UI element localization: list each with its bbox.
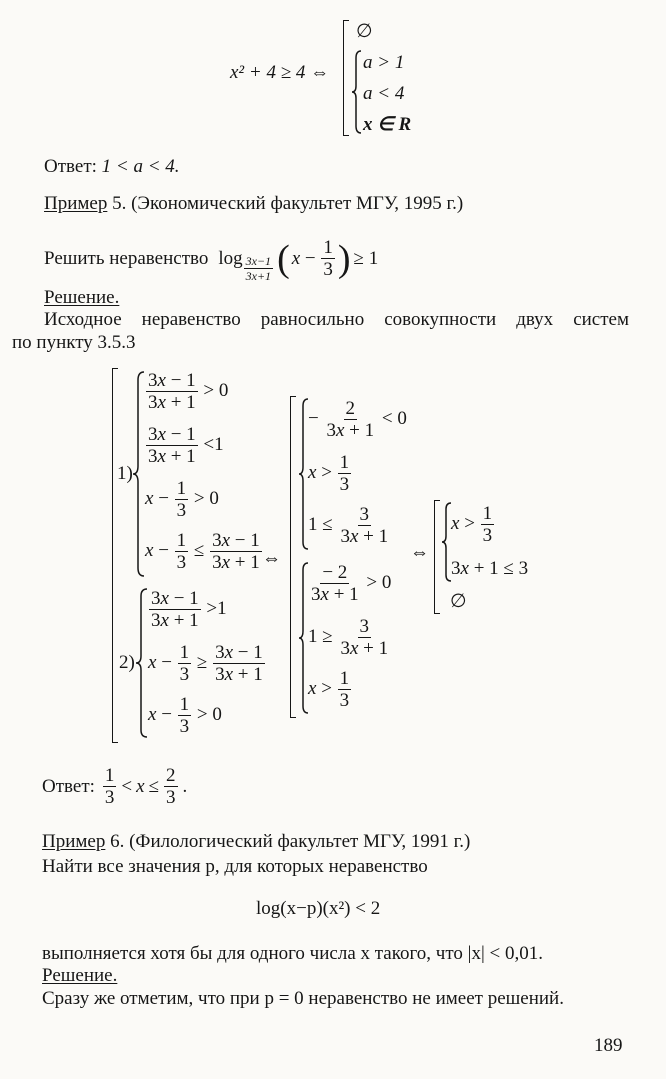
- s1-row-4: x − $\frac{1}{3}$ ≤ $\frac{3x - 1}{3x + 1}$: [145, 530, 260, 573]
- top-system-bracket: [343, 20, 349, 136]
- example-6-title-rest: 6. (Филологический факультет МГУ, 1991 г.): [105, 831, 471, 852]
- s2-row-3: x − $\frac{1}{3}$ > 0: [148, 694, 222, 737]
- s1-row-1: $\frac{3x - 1}{3x + 1}$ > 0: [148, 370, 229, 413]
- answer-1: [44, 156, 180, 178]
- top-system-brace: [352, 50, 362, 134]
- example-5-title-rest: 5. (Экономический факультет МГУ, 1995 г.): [107, 193, 464, 214]
- example-6-title-link: Пример: [42, 831, 106, 852]
- s2-row-2: x − $\frac{1}{3}$ ≥ $\frac{3x - 1}{3x + 1}$: [148, 642, 263, 685]
- example-5-title-link: Пример: [44, 193, 108, 214]
- answer-label: Ответ:: [44, 156, 97, 177]
- example-6-solution-label: Решение.: [42, 965, 118, 986]
- top-system-row-1: a > 1: [363, 52, 405, 73]
- example-5-solution-label: Решение.: [44, 287, 120, 308]
- r-row-empty: ∅: [450, 591, 467, 612]
- example-6-condition: выполняется хотя бы для одного числа x такого, что |x| < 0,01.: [42, 943, 543, 964]
- example-5-title: [44, 193, 463, 215]
- s1-row-2: $\frac{3x - 1}{3x + 1}$ <1: [148, 424, 224, 467]
- example-6-task-text: Найти все значения p, для которых неравенство: [42, 856, 428, 877]
- s1-row-3: x − $\frac{1}{3}$ > 0: [145, 478, 219, 521]
- m2-row-3: x > $\frac{1}{3}$: [308, 668, 350, 711]
- s2-row-1: $\frac{3x - 1}{3x + 1}$ >1: [151, 588, 227, 631]
- example-6-solution-text: Сразу же отметим, что при p = 0 неравенство не имеет решений.: [42, 988, 564, 1009]
- r-row-2: 3x + 1 ≤ 3: [451, 558, 529, 579]
- m1-row-1: − $\frac{2}{3x + 1}$ < 0: [308, 398, 407, 441]
- answer-2-tail: .: [182, 775, 188, 797]
- answer-2: Ответ: $\frac{1}{3}$ < x ≤ $\frac{2}{3}$ .: [42, 765, 188, 808]
- m2-row-2: 1 ≥ $\frac{3}{3x + 1}$: [308, 616, 389, 659]
- example-6-title: [42, 831, 470, 853]
- top-system-lhs: x² + 4 ≥ 4 ⇔: [230, 62, 330, 83]
- page-number: 189: [594, 1035, 623, 1056]
- m2-row-1: $\frac{- 2}{3x + 1}$ > 0: [311, 562, 392, 605]
- r-row-1: x > $\frac{1}{3}$: [451, 503, 493, 546]
- collection-bracket-middle: [290, 396, 296, 718]
- example-5-task-text: Решить неравенство: [44, 247, 209, 269]
- example-5-inequality-tail: ≥ 1: [353, 247, 379, 269]
- example-5-solution-text-1: Исходное неравенство равносильно совокупности двух систем: [44, 309, 629, 330]
- example-5-solution-text-2: по пункту 3.5.3: [12, 332, 136, 353]
- m1-row-2: x > $\frac{1}{3}$: [308, 452, 350, 495]
- top-system-row-empty: ∅: [356, 21, 373, 42]
- collection-bracket-right: [434, 500, 440, 614]
- system-2-brace: [136, 588, 148, 738]
- collection-bracket-left: [112, 368, 118, 743]
- top-system-row-3: x ∈ R: [363, 114, 412, 135]
- answer-value: 1 < a < 4.: [101, 156, 180, 177]
- system-1-brace: [133, 371, 145, 577]
- m1-row-3: 1 ≤ $\frac{3}{3x + 1}$: [308, 504, 389, 547]
- answer-2-label: Ответ:: [42, 775, 95, 797]
- example-5-task: Решить неравенство log $\frac{3x-1}{3x+1}$ ( x − $\frac{1}{3}$ ) ≥ 1: [44, 237, 379, 283]
- example-6-inequality: log(x−p)(x²) < 2: [256, 898, 381, 919]
- top-system-row-2: a < 4: [363, 83, 405, 104]
